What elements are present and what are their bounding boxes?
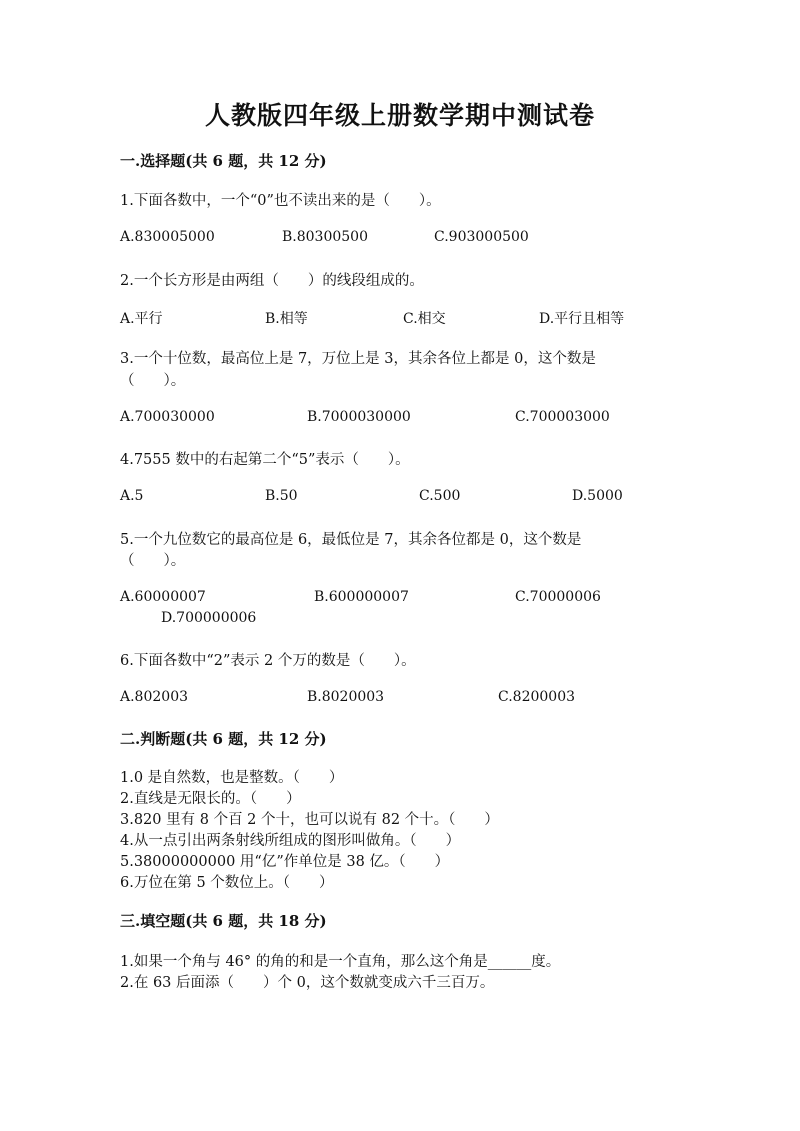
option-4c: C.500 [419,488,461,504]
option-2c: C.相交 [403,311,446,327]
section-heading-choice: 一.选择题(共 6 题，共 12 分) [120,152,327,170]
judgement-item-4: 4.从一点引出两条射线所组成的图形叫做角。（ ） [120,833,461,849]
question-6: 6.下面各数中“2”表示 2 个万的数是（ ）。 [120,653,416,669]
fill-item-1: 1.如果一个角与 46° 的角的和是一个直角，那么这个角是______度。 [120,954,561,970]
option-5c: C.70000006 [515,589,601,605]
option-6b: B.8020003 [307,689,385,705]
option-6a: A.802003 [120,689,189,705]
judgement-item-3: 3.820 里有 8 个百 2 个十，也可以说有 82 个十。（ ） [120,812,499,828]
question-1: 1.下面各数中，一个“0”也不读出来的是（ ）。 [120,193,441,209]
option-3a: A.700030000 [120,409,215,425]
option-2b: B.相等 [265,311,308,327]
question-5-line1: 5.一个九位数它的最高位是 6，最低位是 7，其余各位都是 0，这个数是 [120,532,582,548]
option-4a: A.5 [120,488,144,504]
question-4: 4.7555 数中的右起第二个“5”表示（ ）。 [120,452,410,468]
question-3-line1: 3.一个十位数，最高位上是 7，万位上是 3，其余各位上都是 0，这个数是 [120,351,596,367]
option-5b: B.600000007 [314,589,409,605]
option-5a: A.60000007 [120,589,206,605]
option-1b: B.80300500 [282,229,368,245]
section-heading-fill: 三.填空题(共 6 题，共 18 分) [120,912,327,930]
option-2d: D.平行且相等 [539,311,625,327]
option-3b: B.7000030000 [307,409,411,425]
option-1c: C.903000500 [434,229,529,245]
judgement-item-2: 2.直线是无限长的。（ ） [120,791,301,807]
question-2: 2.一个长方形是由两组（ ）的线段组成的。 [120,273,424,289]
option-3c: C.700003000 [515,409,610,425]
option-6c: C.8200003 [498,689,576,705]
section-heading-judgement: 二.判断题(共 6 题，共 12 分) [120,730,327,748]
option-1a: A.830005000 [120,229,215,245]
question-3-line2: （ ）。 [120,373,186,389]
option-2a: A.平行 [120,311,163,327]
option-4b: B.50 [265,488,298,504]
option-4d: D.5000 [572,488,623,504]
fill-item-2: 2.在 63 后面添（ ）个 0，这个数就变成六千三百万。 [120,975,495,991]
question-5-line2: （ ）。 [120,553,186,569]
option-5d: D.700000006 [161,610,257,626]
page-title: 人教版四年级上册数学期中测试卷 [204,101,595,130]
judgement-item-1: 1.0 是自然数，也是整数。（ ） [120,770,344,786]
judgement-item-6: 6.万位在第 5 个数位上。（ ） [120,875,334,891]
judgement-item-5: 5.38000000000 用“亿”作单位是 38 亿。（ ） [120,854,450,870]
